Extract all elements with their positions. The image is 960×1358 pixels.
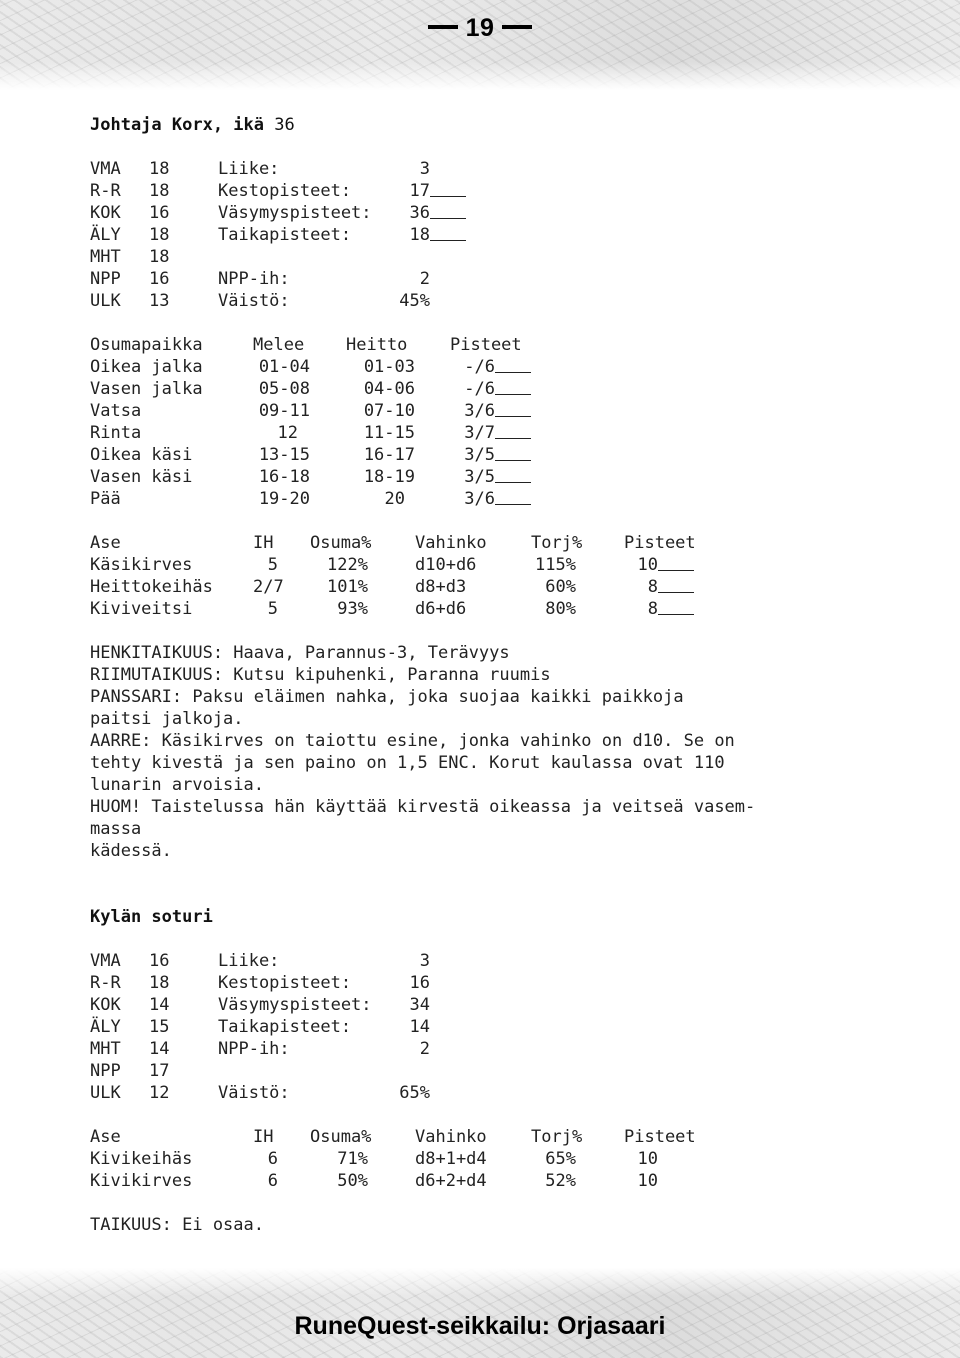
cell: Taikapisteet:	[218, 225, 352, 245]
note-line: RIIMUTAIKUUS: Kutsu kipuhenki, Paranna ruumis	[90, 665, 551, 685]
cell: R-R	[90, 181, 121, 201]
cell: 93%	[337, 599, 368, 619]
hit-row	[90, 444, 930, 466]
cell: 16	[409, 973, 430, 993]
cell: Heitto	[346, 335, 408, 355]
cell: 10	[637, 1149, 658, 1169]
note-line: AARRE: Käsikirves on taiottu esine, jonka vahinko on d10. Se on	[90, 731, 735, 751]
cell: 6	[267, 1149, 278, 1169]
page-number-text: 19	[465, 14, 495, 42]
cell: 14	[149, 995, 170, 1015]
stat-row	[90, 972, 930, 994]
cell: IH	[253, 533, 274, 553]
cell: Vahinko	[415, 1127, 487, 1147]
cell: d6+d6	[415, 599, 467, 619]
cell: 14	[149, 1039, 170, 1059]
dash-right	[502, 25, 532, 29]
note-line: massa	[90, 819, 142, 839]
cell: Pisteet	[624, 1127, 696, 1147]
cell: d6+2+d4	[415, 1171, 487, 1191]
cell: d8+1+d4	[415, 1149, 487, 1169]
cell: Liike:	[218, 951, 280, 971]
stat-row	[90, 180, 930, 202]
cell: Kestopisteet:	[218, 181, 352, 201]
weapon-header	[90, 1126, 930, 1148]
cell: 122%	[327, 555, 368, 575]
cell: 3	[419, 951, 430, 971]
cell: 18-19	[363, 467, 415, 487]
cell: Kiviveitsi	[90, 599, 193, 619]
cell: 3/7	[464, 423, 495, 443]
cell: Väsymyspisteet:	[218, 995, 372, 1015]
cell: 6	[267, 1171, 278, 1191]
cell: Heittokeihäs	[90, 577, 213, 597]
note-line: kädessä.	[90, 841, 172, 861]
stat-row	[90, 246, 930, 268]
cell: KOK	[90, 995, 121, 1015]
cell: Osuma%	[310, 1127, 372, 1147]
cell: 71%	[337, 1149, 368, 1169]
cell: 34	[409, 995, 430, 1015]
cell: 16	[149, 203, 170, 223]
cell: 8	[647, 577, 658, 597]
cell: ÄLY	[90, 225, 121, 245]
cell: Pisteet	[624, 533, 696, 553]
hit-row	[90, 400, 930, 422]
cell: 01-04	[258, 357, 310, 377]
weapon-header	[90, 532, 930, 554]
cell: 12	[149, 1083, 170, 1103]
stat-row	[90, 950, 930, 972]
cell: 2	[419, 269, 430, 289]
cell: 16	[149, 269, 170, 289]
cell: 3	[419, 159, 430, 179]
fill-blank	[658, 598, 694, 615]
cell: 65%	[399, 1083, 430, 1103]
weapon-row	[90, 598, 930, 620]
cell: NPP	[90, 269, 121, 289]
cell: Liike:	[218, 159, 280, 179]
cell: Vahinko	[415, 533, 487, 553]
cell: 12	[277, 423, 298, 443]
cell: 16	[149, 951, 170, 971]
weapon-row	[90, 1170, 930, 1192]
fill-blank	[495, 356, 531, 373]
cell: Osuma%	[310, 533, 372, 553]
npc2-magic: TAIKUUS: Ei osaa.	[90, 1215, 264, 1235]
cell: Kestopisteet:	[218, 973, 352, 993]
stat-row	[90, 202, 930, 224]
stat-row	[90, 1016, 930, 1038]
cell: -/6	[464, 357, 495, 377]
fill-blank	[430, 202, 466, 219]
cell: 80%	[545, 599, 576, 619]
cell: 3/6	[464, 489, 495, 509]
cell: 10	[637, 1171, 658, 1191]
cell: Torj%	[531, 1127, 583, 1147]
cell: Kivikirves	[90, 1171, 193, 1191]
cell: Vatsa	[90, 401, 142, 421]
cell: R-R	[90, 973, 121, 993]
cell: Pää	[90, 489, 121, 509]
cell: 15	[149, 1017, 170, 1037]
npc1-weapons	[90, 532, 930, 620]
cell: d8+d3	[415, 577, 467, 597]
cell: 10	[637, 555, 658, 575]
note-line: tehty kivestä ja sen paino on 1,5 ENC. Korut kaulassa ovat 110	[90, 753, 725, 773]
cell: 18	[149, 181, 170, 201]
cell: 14	[409, 1017, 430, 1037]
cell: d10+d6	[415, 555, 477, 575]
npc1-title	[90, 114, 930, 136]
stat-row	[90, 1082, 930, 1104]
fill-blank	[495, 400, 531, 417]
cell: 20	[384, 489, 405, 509]
cell: 18	[409, 225, 430, 245]
cell: 01-03	[363, 357, 415, 377]
cell: 101%	[327, 577, 368, 597]
fill-blank	[658, 576, 694, 593]
cell: 3/6	[464, 401, 495, 421]
cell: ULK	[90, 1083, 121, 1103]
cell: VMA	[90, 159, 121, 179]
stat-row	[90, 1060, 930, 1082]
stat-row	[90, 1038, 930, 1060]
cell: 18	[149, 225, 170, 245]
cell: 13	[149, 291, 170, 311]
cell: NPP	[90, 1061, 121, 1081]
cell: NPP-ih:	[218, 269, 290, 289]
cell: Väistö:	[218, 291, 290, 311]
cell: -/6	[464, 379, 495, 399]
npc2-title: Kylän soturi	[90, 907, 213, 927]
note-line: HUOM! Taistelussa hän käyttää kirvestä oikeassa ja veitseä vasem-	[90, 797, 756, 817]
npc1-notes	[90, 642, 850, 862]
cell: 17	[409, 181, 430, 201]
cell: 17	[149, 1061, 170, 1081]
weapon-row	[90, 576, 930, 598]
cell: Rinta	[90, 423, 142, 443]
cell: Taikapisteet:	[218, 1017, 352, 1037]
npc1-age: 36	[274, 115, 295, 135]
fill-blank	[495, 466, 531, 483]
cell: IH	[253, 1127, 274, 1147]
cell: 16-18	[258, 467, 310, 487]
cell: Oikea käsi	[90, 445, 193, 465]
note-line: paitsi jalkoja.	[90, 709, 244, 729]
cell: 115%	[535, 555, 576, 575]
hit-row	[90, 466, 930, 488]
cell: 52%	[545, 1171, 576, 1191]
weapon-row	[90, 1148, 930, 1170]
cell: Vasen käsi	[90, 467, 193, 487]
fill-blank	[430, 180, 466, 197]
npc1-hit-locations	[90, 334, 930, 510]
cell: 5	[267, 555, 278, 575]
hit-row	[90, 422, 930, 444]
cell: Pisteet	[450, 335, 522, 355]
stat-row	[90, 158, 930, 180]
cell: 04-06	[363, 379, 415, 399]
weapon-row	[90, 554, 930, 576]
note-line: lunarin arvoisia.	[90, 775, 264, 795]
cell: 2	[419, 1039, 430, 1059]
cell: Ase	[90, 1127, 121, 1147]
fill-blank	[495, 444, 531, 461]
cell: 60%	[545, 577, 576, 597]
hit-row	[90, 378, 930, 400]
cell: ULK	[90, 291, 121, 311]
stat-row	[90, 290, 930, 312]
cell: Käsikirves	[90, 555, 193, 575]
cell: 09-11	[258, 401, 310, 421]
page-number	[0, 14, 960, 43]
cell: 13-15	[258, 445, 310, 465]
cell: 65%	[545, 1149, 576, 1169]
cell: VMA	[90, 951, 121, 971]
cell: 19-20	[258, 489, 310, 509]
stat-row	[90, 224, 930, 246]
cell: 16-17	[363, 445, 415, 465]
hit-row	[90, 356, 930, 378]
dash-left	[428, 25, 458, 29]
stat-row	[90, 268, 930, 290]
npc1-name: Johtaja Korx, ikä	[90, 115, 264, 135]
cell: 18	[149, 973, 170, 993]
cell: 18	[149, 159, 170, 179]
content	[90, 114, 930, 1236]
fill-blank	[495, 422, 531, 439]
cell: 3/5	[464, 467, 495, 487]
cell: 3/5	[464, 445, 495, 465]
hit-row	[90, 488, 930, 510]
cell: KOK	[90, 203, 121, 223]
cell: Melee	[253, 335, 305, 355]
npc1-stats	[90, 158, 930, 312]
cell: 2/7	[253, 577, 284, 597]
cell: 5	[267, 599, 278, 619]
cell: Kivikeihäs	[90, 1149, 193, 1169]
cell: 07-10	[363, 401, 415, 421]
cell: Torj%	[531, 533, 583, 553]
cell: 8	[647, 599, 658, 619]
cell: 18	[149, 247, 170, 267]
cell: ÄLY	[90, 1017, 121, 1037]
hit-header	[90, 334, 930, 356]
cell: Ase	[90, 533, 121, 553]
cell: 05-08	[258, 379, 310, 399]
cell: Osumapaikka	[90, 335, 203, 355]
cell: Väistö:	[218, 1083, 290, 1103]
cell: 50%	[337, 1171, 368, 1191]
fill-blank	[430, 224, 466, 241]
cell: NPP-ih:	[218, 1039, 290, 1059]
cell: 36	[409, 203, 430, 223]
footer-title: RuneQuest-seikkailu: Orjasaari	[294, 1312, 666, 1340]
npc2-stats	[90, 950, 930, 1104]
cell: Oikea jalka	[90, 357, 203, 377]
npc2-weapons	[90, 1126, 930, 1192]
cell: 45%	[399, 291, 430, 311]
cell: MHT	[90, 247, 121, 267]
fill-blank	[495, 488, 531, 505]
fill-blank	[658, 554, 694, 571]
cell: 11-15	[363, 423, 415, 443]
note-line: HENKITAIKUUS: Haava, Parannus-3, Terävyys	[90, 643, 510, 663]
cell: MHT	[90, 1039, 121, 1059]
cell: Väsymyspisteet:	[218, 203, 372, 223]
note-line: PANSSARI: Paksu eläimen nahka, joka suojaa kaikki paikkoja	[90, 687, 684, 707]
cell: Vasen jalka	[90, 379, 203, 399]
stat-row	[90, 994, 930, 1016]
fill-blank	[495, 378, 531, 395]
